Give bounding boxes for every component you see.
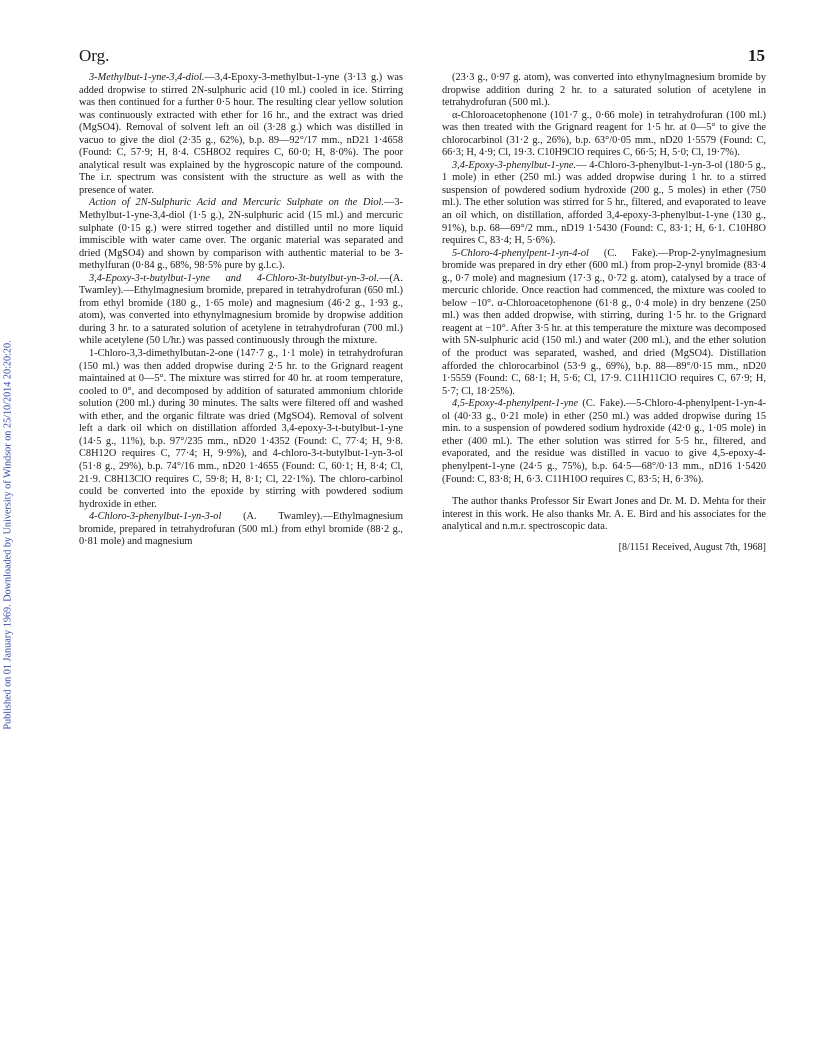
- paragraph: [442, 398, 766, 486]
- paragraph-heading: 3,4-Epoxy-3-t-butylbut-1-yne and 4-Chloro-3t-butylbut-yn-3-ol.: [89, 272, 380, 284]
- paragraph-text: —3,4-Epoxy-3-methylbut-1-yne (3·13 g.) was added dropwise to stirred 2N-sulphuric acid (10 ml.) cooled in ice. Stirring was then continued for a further 0·5 hour. The resulting clear yellow solution was continuously extracted with ether for 16 hr., and the extract was dried (MgSO4). Removal of solvent left an oil (3·28 g.) which was distilled in vacuo to give the diol (2·35 g., 62%), b.p. 89—92°/17 mm., nD21 1·4658 (Found: C, 57·9; H, 8·4. C5H8O2 requires C, 60·0; H, 8·0%). The poor analytical result was explained by the hygroscopic nature of the compound. The i.r. spectrum was consistent with the structure as well as with the presence of water.: [79, 72, 403, 196]
- paragraph-text: 1-Chloro-3,3-dimethylbutan-2-one (147·7 g., 1·1 mole) in tetrahydrofuran (150 ml.) was then added dropwise during 2·5 hr. to the Grignard reagent maintained at 0—5°. The mixture was stirred for 40 hr. at room temperature, cooled to 0°, and decomposed by addition of saturated ammonium chloride solution (200 ml.) during 30 minutes. The salts were filtered off and washed with ether, and the organic filtrate was dried (MgSO4). Removal of solvent left a dark oil which on distillation afforded 3,4-epoxy-3-t-butylbut-1-yne (14·5 g., 11%), b.p. 97°/235 mm., nD20 1·4352 (Found: C, 77·4; H, 9·8. C8H12O requires C, 77·4; H, 9·9%), and 4-chloro-3-t-butylbut-1-yn-3-ol (51·8 g., 29%), b.p. 74°/16 mm., nD20 1·4655 (Found: C, 60·1; H, 8·4; Cl, 21·9. C8H13ClO requires C, 59·8; H, 8·1; Cl, 22·1%). The chloro-carbinol could be converted into the epoxide by stirring with powdered sodium hydroxide in ether.: [79, 348, 403, 510]
- journal-name: Org.: [79, 46, 110, 65]
- paragraph: [442, 496, 766, 534]
- download-watermark-text: Published on 01 January 1969. Downloaded by University of Windsor on 25/10/2014 20:20:20.: [2, 340, 14, 730]
- paragraph: [79, 197, 403, 272]
- paragraph-heading: Action of 2N-Sulphuric Acid and Mercuric Sulphate on the Diol.: [89, 197, 385, 209]
- paragraph-heading: 3,4-Epoxy-3-phenylbut-1-yne.: [452, 159, 577, 171]
- paragraph-text: —3-Methylbut-1-yne-3,4-diol (1·5 g.), 2N-sulphuric acid (15 ml.) and mercuric sulphate (0·15 g.) were stirred together and distilled until no more liquid immiscible with water came over. The organic material was separated and dried (MgSO4) and shown by comparison with authentic material to be 3-methylfuran (0·84 g., 68%, 98·5% pure by g.l.c.).: [79, 197, 403, 272]
- download-watermark: [1, 190, 15, 880]
- paragraph: [79, 348, 403, 511]
- reference-note: [442, 542, 766, 555]
- paragraph: [79, 273, 403, 348]
- paragraph-heading: 4-Chloro-3-phenylbut-1-yn-3-ol: [89, 511, 222, 523]
- page-number: 15: [748, 46, 765, 65]
- paragraph-text: (C. Fake).—5-Chloro-4-phenylpent-1-yn-4-ol (40·33 g., 0·21 mole) in ether (250 ml.) was added dropwise during 15 min. to a suspension of powdered sodium hydroxide (42·0 g., 1·05 mole) in ether (400 ml.). The ether solution was stirred for 5·5 hr., filtered, and evaporated, and the residue was distilled in vacuo to give 4,5-epoxy-4-phenylpent-1-yne (24·5 g., 75%), b.p. 64·5—68°/0·13 mm., nD16 1·5420 (Found: C, 83·8; H, 6·3. C11H10O requires C, 83·5; H, 6·3%).: [442, 398, 766, 485]
- paragraph-heading: 5-Chloro-4-phenylpent-1-yn-4-ol: [452, 247, 589, 259]
- paragraph-text: [8/1151 Received, August 7th, 1968]: [618, 541, 766, 553]
- paragraph: [79, 72, 403, 197]
- paragraph-heading: 3-Methylbut-1-yne-3,4-diol.: [89, 72, 205, 83]
- paragraph-heading: 4,5-Epoxy-4-phenylpent-1-yne: [452, 398, 579, 410]
- left-column: [79, 72, 403, 549]
- paragraph: [442, 72, 766, 110]
- paragraph-text: The author thanks Professor Sir Ewart Jones and Dr. M. D. Mehta for their interest in this work. He also thanks Mr. A. E. Bird and his associates for the analytical and n.m.r. spectroscopic data.: [442, 496, 766, 533]
- paragraph: [442, 248, 766, 399]
- paragraph-text: (A. Twamley).—Ethylmagnesium bromide, prepared in tetrahydrofuran (500 ml.) from ethyl bromide (88·2 g., 0·81 mole) and magnesium: [79, 511, 403, 548]
- paragraph: [442, 160, 766, 248]
- paragraph: [442, 110, 766, 160]
- paragraph-text: (C. Fake).—Prop-2-ynylmagnesium bromide was prepared in dry ether (600 ml.) from prop-2-ynyl bromide (83·4 g., 0·7 mole) and magnesium (17·3 g., 0·72 g. atom), catalysed by a trace of mercuric chloride. Once reaction had commenced, the mixture was cooled to below −10°. α-Chloroacetophenone (61·8 g., 0·4 mole) in dry benzene (250 ml.) was then added dropwise, with stirring, during 1·5 hr. to the Grignard reagent at −10°. After 3·5 hr. at this temperature the mixture was decomposed with 5N-sulphuric acid (150 ml.) and water (200 ml.), and the ether solution of the product was separated, washed, and dried (MgSO4). Distillation afforded the chlorocarbinol (53·9 g., 69%), b.p. 88—89°/0·15 mm., nD20 1·5559 (Found: C, 68·1; H, 5·6; Cl, 17·9. C11H11ClO requires C, 67·9; H, 5·7; Cl, 18·25%).: [442, 247, 766, 397]
- paragraph-text: (23·3 g., 0·97 g. atom), was converted into ethynylmagnesium bromide by dropwise addition during 2 hr. to a saturated solution of acetylene in tetrahydrofuran (500 ml.).: [442, 72, 766, 109]
- paragraph: [79, 511, 403, 549]
- page-header: [79, 46, 765, 68]
- paragraph-text: — 4-Chloro-3-phenylbut-1-yn-3-ol (180·5 g., 1 mole) in ether (250 ml.) was added dropwise during 1 hr. to a stirred suspension of powdered sodium hydroxide (200 g., 5 moles) in ether (750 ml.). The ether solution was stirred for 5 hr., filtered, and evaporated to leave an oil which, on distillation, afforded 3,4-epoxy-3-phenylbut-1-yne (130 g., 91%), b.p. 68—69°/2 mm., nD19 1·5430 (Found: C, 83·1; H, 6·1. C10H8O requires C, 83·4; H, 5·6%).: [442, 159, 766, 247]
- right-column: [442, 72, 766, 554]
- paragraph-text: —(A. Twamley).—Ethylmagnesium bromide, prepared in tetrahydrofuran (650 ml.) from ethyl bromide (180 g., 1·65 mole) and magnesium (46·2 g., 1·93 g., atom), was converted into ethynylmagnesium bromide by dropwise addition during 3 hr. to a saturated solution of acetylene in tetrahydrofuran (700 ml.) while acetylene (50 l./hr.) was passed continuously through the mixture.: [79, 272, 403, 347]
- paragraph-text: α-Chloroacetophenone (101·7 g., 0·66 mole) in tetrahydrofuran (100 ml.) was then treated with the Grignard reagent for 1·5 hr. at 0—5° to give the chlorocarbinol (31·2 g., 26%), b.p. 63°/0·05 mm., nD20 1·5579 (Found: C, 66·3; H, 4·9; Cl, 19·3. C10H9ClO requires C, 66·5; H, 5·0; Cl, 19·7%).: [442, 109, 766, 159]
